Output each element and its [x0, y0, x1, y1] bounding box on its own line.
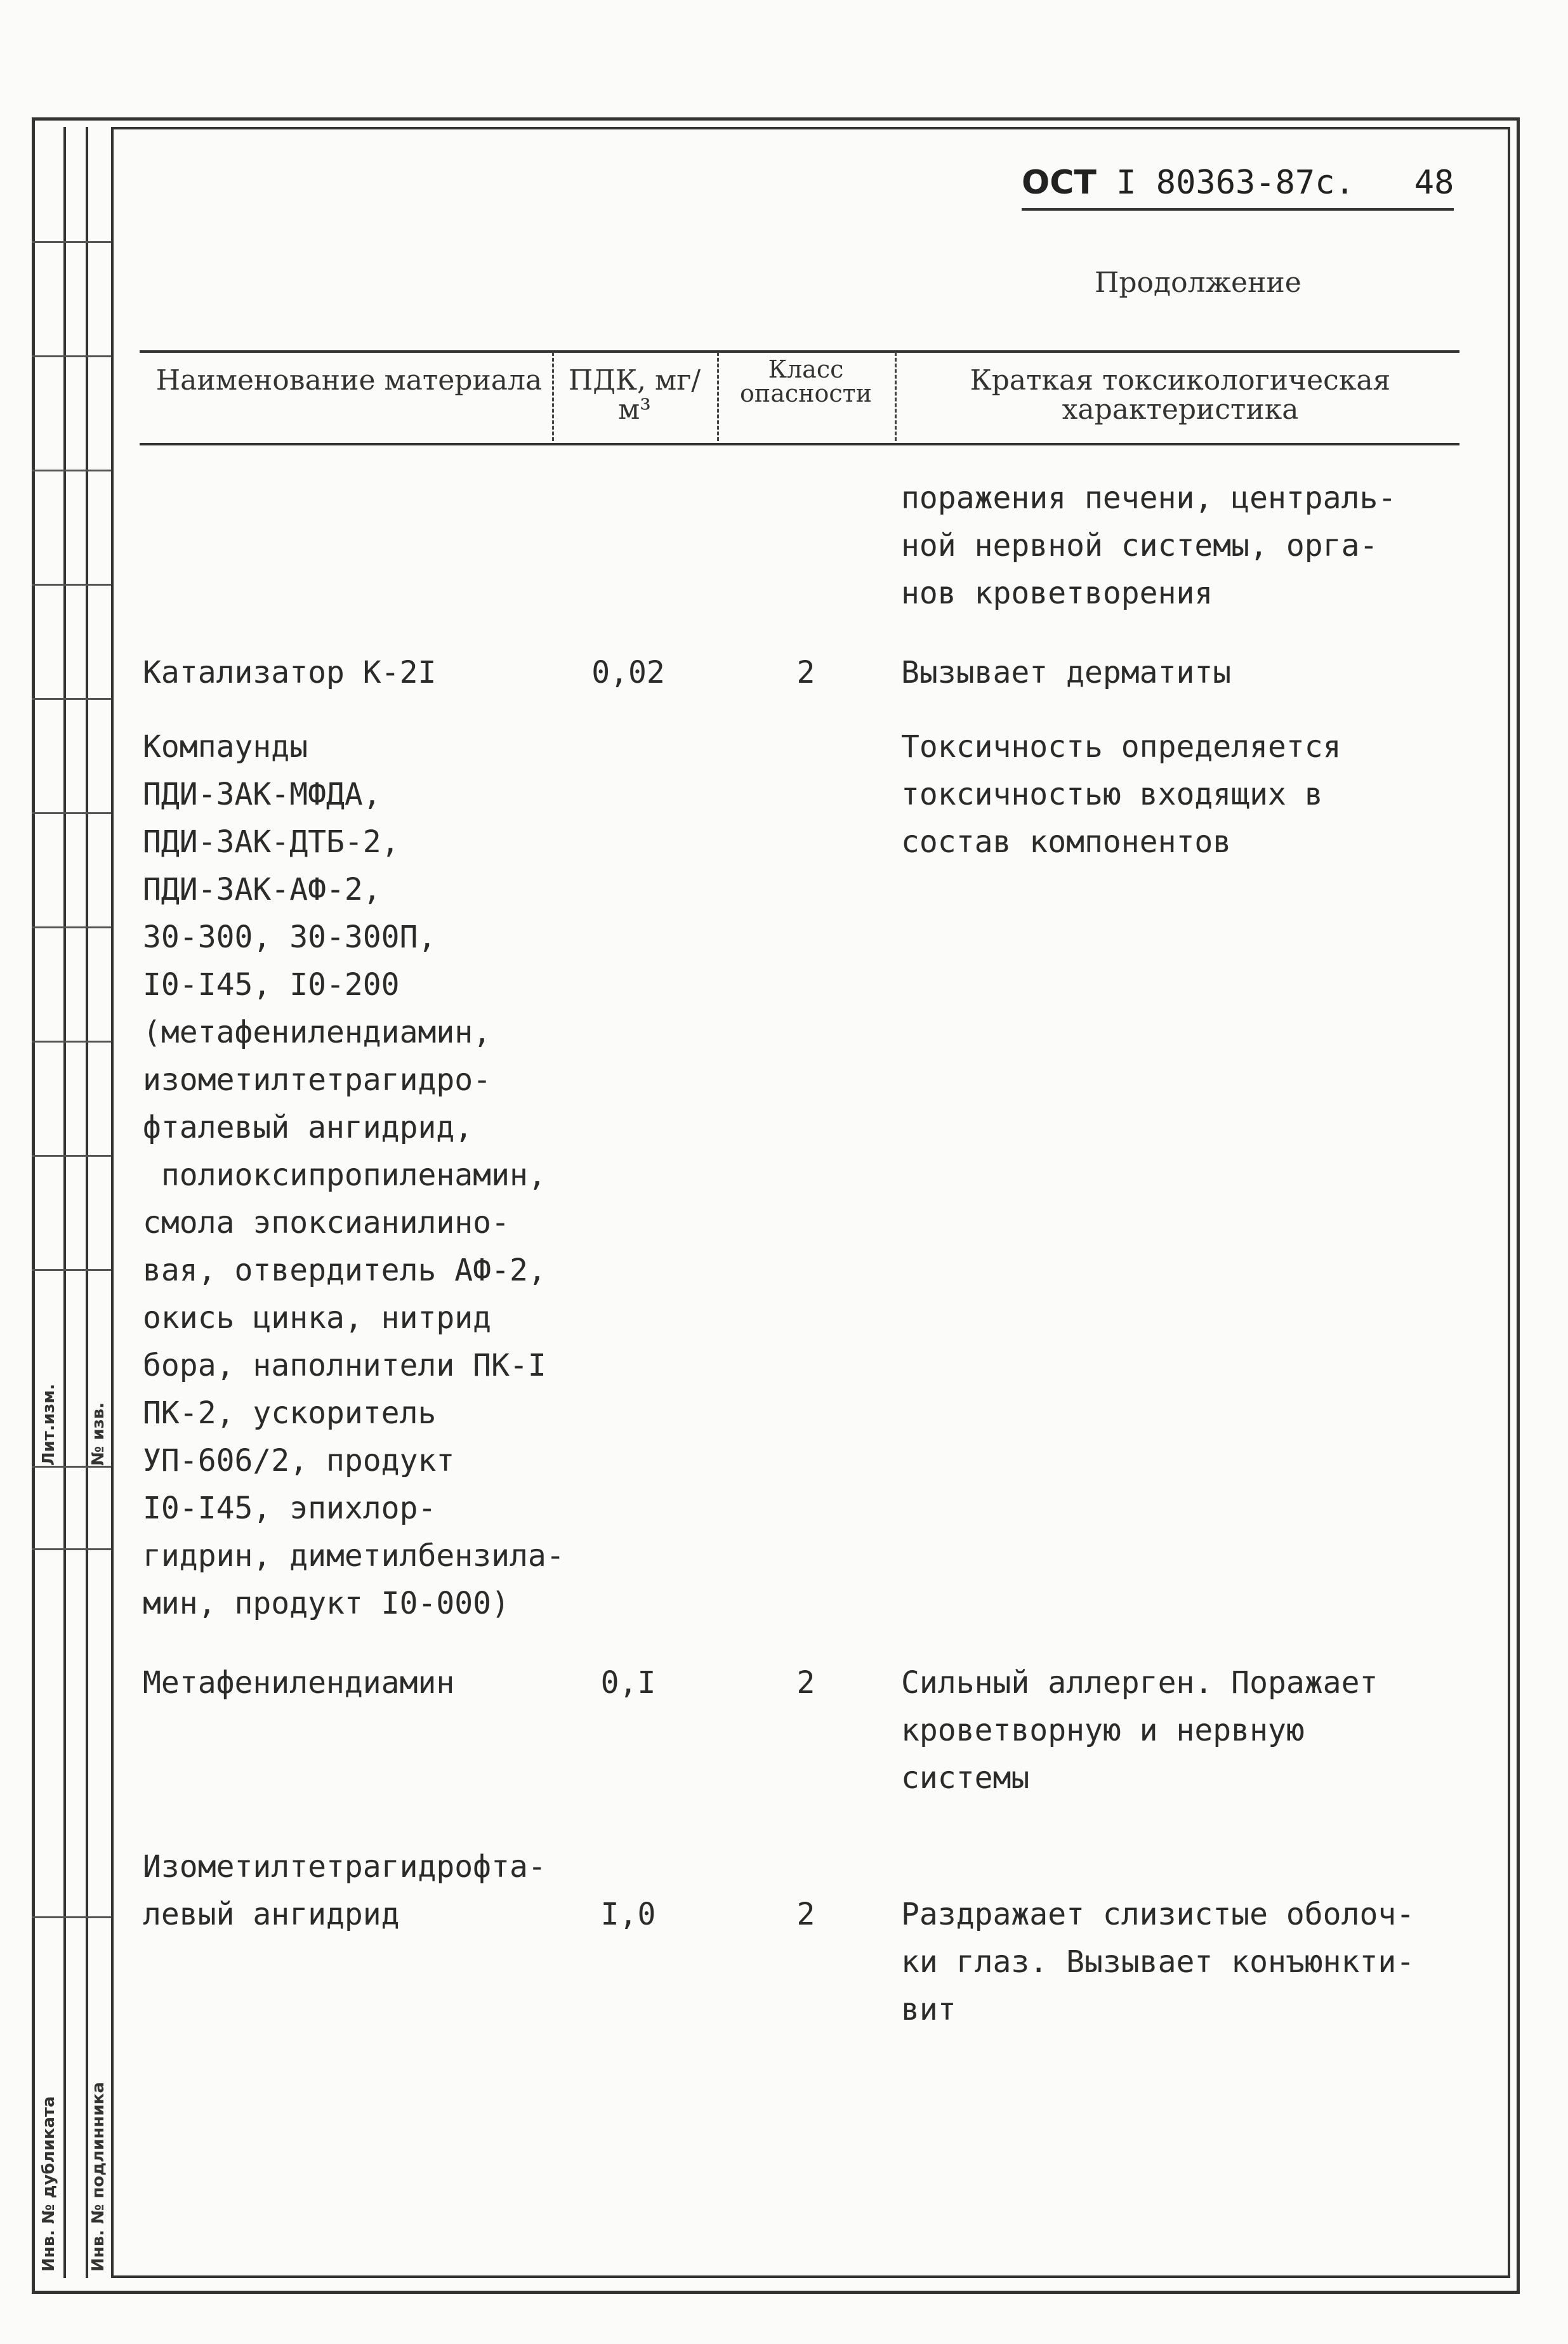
- text-line: Катализатор К-2I: [143, 655, 437, 690]
- text-line: Токсичность определяется: [901, 729, 1341, 765]
- margin-tick: [32, 1916, 111, 1918]
- margin-column-line: [86, 127, 88, 2278]
- text-line: (метафенилендиамин,: [143, 1015, 492, 1050]
- row-4-pdk: I,0: [600, 1897, 656, 1932]
- text-line: ПК-2, ускоритель: [143, 1395, 437, 1431]
- stamp-duplicate-inv-label: Инв. № дубликата: [39, 2096, 58, 2272]
- table-top-rule: [140, 350, 1459, 353]
- text-line: изометилтетрагидро-: [143, 1062, 492, 1098]
- document-code-number: I 80363-87с.: [1116, 164, 1355, 202]
- header-name: Наименование материала: [155, 364, 543, 397]
- text-line: Компаунды: [143, 729, 308, 765]
- margin-tick: [32, 1269, 111, 1271]
- row-2-toxicology: [901, 723, 1341, 866]
- row-3-pdk: 0,I: [600, 1665, 656, 1701]
- header-toxicology: Краткая токсикологическая характеристика: [970, 364, 1391, 426]
- header-hazard-class: Класс опасности: [740, 355, 872, 407]
- header-pdk: ПДК, мг/м³: [568, 364, 701, 426]
- margin-tick: [32, 584, 111, 586]
- text-line: Вызывает дерматиты: [901, 655, 1232, 690]
- document-code: [1022, 164, 1454, 211]
- text-line: гидрин, диметилбензила-: [143, 1538, 565, 1574]
- text-line: Изометилтетрагидрофта-: [143, 1849, 546, 1885]
- margin-tick: [32, 1466, 111, 1468]
- text-line: поражения печени, централь-: [901, 480, 1397, 516]
- text-line: ПДИ-ЗАК-ДТБ-2,: [143, 824, 400, 860]
- text-line: Раздражает слизистые оболоч-: [901, 1897, 1415, 1932]
- text-line: ПДИ-ЗАК-МФДА,: [143, 777, 381, 812]
- table-header-rule: [140, 443, 1459, 445]
- text-line: состав компонентов: [901, 824, 1232, 860]
- text-line: системы: [901, 1760, 1030, 1796]
- stamp-notice-number-label: № изв.: [89, 1402, 108, 1466]
- text-line: 30-300, 30-300П,: [143, 919, 437, 955]
- text-line: токсичностью входящих в: [901, 777, 1323, 812]
- toxicology-continuation: [901, 475, 1396, 617]
- text-line: фталевый ангидрид,: [143, 1110, 473, 1145]
- text-line: I0-I45, эпихлор-: [143, 1491, 437, 1526]
- row-3-hazard-class: 2: [796, 1665, 815, 1701]
- text-line: нов кроветворения: [901, 576, 1213, 611]
- header-separator: [717, 352, 719, 441]
- margin-tick: [32, 1155, 111, 1157]
- text-line: Сильный аллерген. Поражает: [901, 1665, 1378, 1701]
- margin-tick: [32, 698, 111, 700]
- text-line: вая, отвердитель АФ-2,: [143, 1253, 546, 1288]
- text-line: ПДИ-ЗАК-АФ-2,: [143, 872, 381, 907]
- row-4-toxicology: [901, 1891, 1414, 2034]
- row-4-name: [143, 1843, 546, 1939]
- header-separator: [895, 352, 897, 441]
- margin-tick: [32, 241, 111, 243]
- margin-tick: [32, 1041, 111, 1043]
- text-line: I0-I45, I0-200: [143, 967, 400, 1003]
- row-2-name: [143, 723, 565, 1628]
- row-1-name: [143, 649, 436, 697]
- margin-tick: [32, 1548, 111, 1550]
- margin-tick: [32, 470, 111, 471]
- stamp-change-sheet-label: Лит.изм.: [39, 1383, 58, 1466]
- continued-label: Продолжение: [1095, 267, 1301, 299]
- text-line: мин, продукт I0-000): [143, 1586, 510, 1621]
- text-line: полиоксипропиленамин,: [143, 1157, 546, 1193]
- text-line: УП-606/2, продукт: [143, 1443, 455, 1478]
- margin-tick: [32, 812, 111, 814]
- row-1-toxicology: [901, 649, 1231, 697]
- row-3-name: [143, 1659, 454, 1707]
- document-code-prefix: ОСТ: [1022, 164, 1097, 202]
- text-line: бора, наполнители ПК-I: [143, 1348, 546, 1383]
- text-line: ки глаз. Вызывает конъюнкти-: [901, 1944, 1415, 1980]
- margin-column-line: [63, 127, 66, 2278]
- margin-tick: [32, 926, 111, 928]
- text-line: вит: [901, 1992, 956, 2027]
- text-line: смола эпоксианилино-: [143, 1205, 510, 1241]
- text-line: ной нервной системы, орга-: [901, 528, 1378, 563]
- text-line: кроветворную и нервную: [901, 1713, 1305, 1748]
- text-line: Метафенилендиамин: [143, 1665, 455, 1701]
- row-3-toxicology: [901, 1659, 1378, 1802]
- page-number: 48: [1414, 164, 1454, 202]
- row-4-hazard-class: 2: [796, 1897, 815, 1932]
- stamp-original-inv-label: Инв. № подлинника: [89, 2082, 108, 2272]
- row-1-pdk: 0,02: [591, 655, 665, 690]
- text-line: окись цинка, нитрид: [143, 1300, 492, 1336]
- header-separator: [552, 352, 554, 441]
- margin-tick: [32, 355, 111, 357]
- row-1-hazard-class: 2: [796, 655, 815, 690]
- text-line: левый ангидрид: [143, 1897, 400, 1932]
